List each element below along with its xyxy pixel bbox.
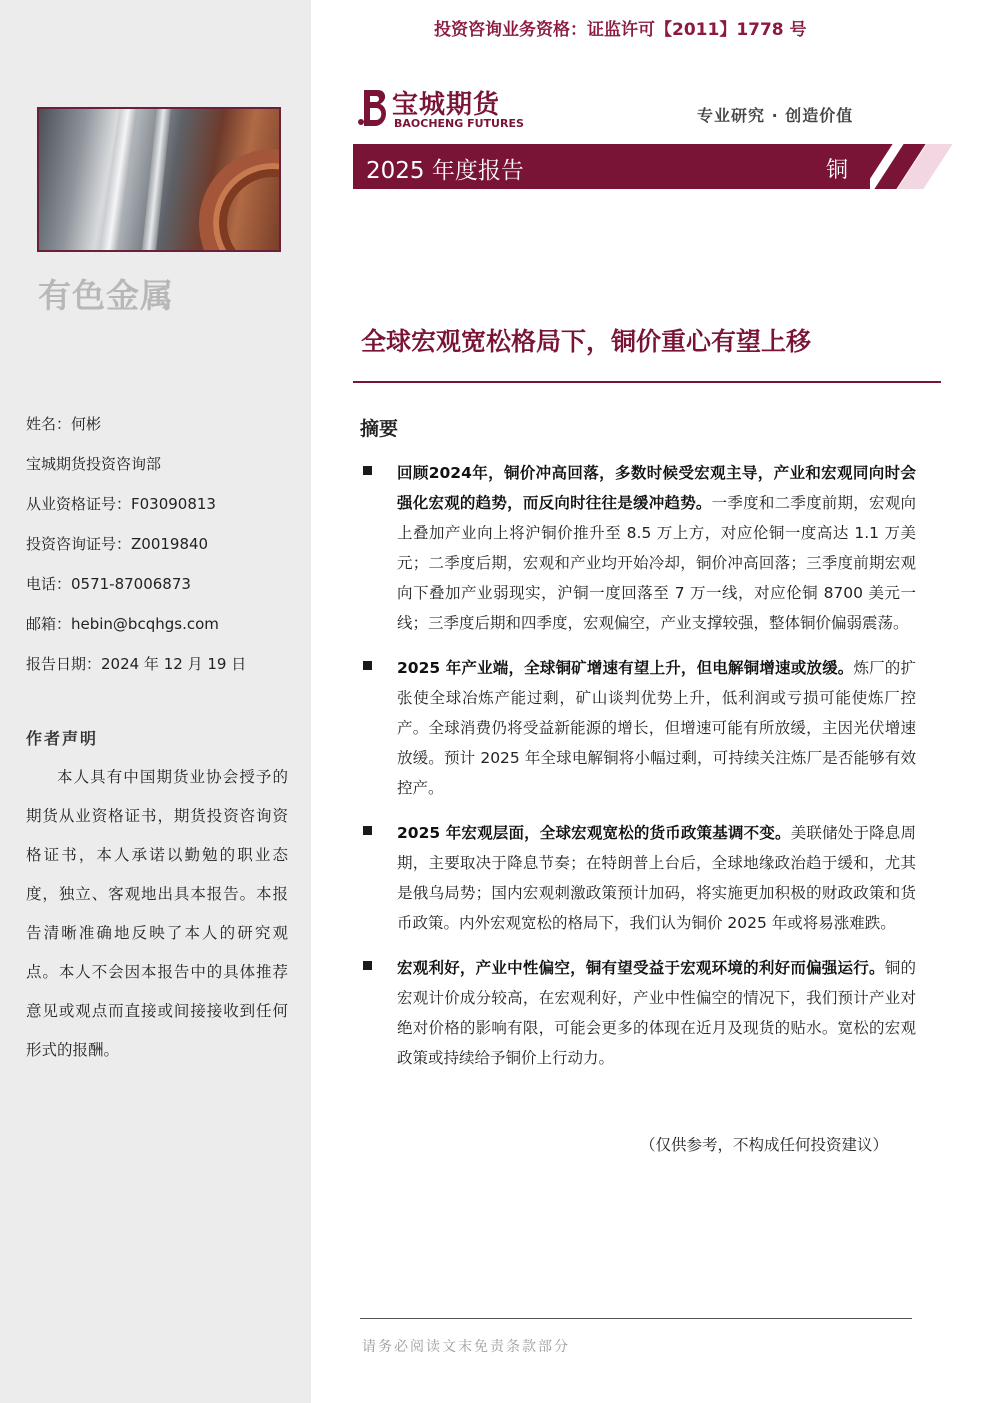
bullet-square-icon — [363, 961, 372, 970]
summary-item — [360, 458, 916, 638]
summary-item — [360, 818, 916, 938]
summary-item-lead: 宏观利好，产业中性偏空，铜有望受益于宏观环境的利好而偏强运行。 — [397, 959, 885, 977]
brand-name-en: BAOCHENG FUTURES — [394, 117, 524, 130]
headline: 全球宏观宽松格局下，铜价重心有望上移 — [361, 327, 812, 356]
commodity-label: 铜 — [826, 158, 849, 183]
bullet-square-icon — [363, 826, 372, 835]
phone: 电话：0571-87006873 — [26, 575, 191, 593]
bullet-square-icon — [363, 466, 372, 475]
footer-rule — [360, 1318, 912, 1319]
summary-item — [360, 653, 916, 803]
disclaimer: （仅供参考，不构成任何投资建议） — [640, 1136, 889, 1154]
email: 邮箱：hebin@bcqhgs.com — [26, 615, 219, 633]
report-date: 报告日期：2024 年 12 月 19 日 — [26, 655, 247, 673]
summary-item — [360, 953, 916, 1073]
author-name: 姓名：何彬 — [26, 415, 102, 433]
brand-name-cn: 宝城期货 — [392, 90, 501, 120]
report-type: 2025 年度报告 — [366, 158, 524, 184]
author-info — [26, 404, 246, 684]
sidebar — [0, 0, 311, 1403]
summary-item-text: 一季度和二季度前期，宏观向上叠加产业向上将沪铜价推升至 8.5 万上方，对应伦铜一度高达 1.1 万美元；二季度后期，宏观和产业均开始冷却，铜价冲高回落；三季度前期宏观向下叠加产业弱现实，沪铜一度回落至 7 万一线，对应伦铜 8700 美元一线；三季度后期和四季度，宏观偏空，产业支撑较强，整体铜价偏弱震荡。 — [397, 494, 916, 632]
summary-item-lead: 2025 年产业端，全球铜矿增速有望上升，但电解铜增速或放缓。 — [397, 659, 854, 677]
qualification-number: 从业资格证号：F03090813 — [26, 495, 216, 513]
declaration-title: 作者声明 — [26, 729, 99, 748]
license-line: 投资咨询业务资格：证监许可【2011】1778 号 — [434, 20, 807, 40]
summary-item-text: 炼厂的扩张使全球冶炼产能过剩，矿山谈判优势上升，低利润或亏损可能使炼厂控产。全球消费仍将受益新能源的增长，但增速可能有所放缓，主因光伏增速放缓。预计 2025 年全球电解铜将小幅过剩，可持续关注炼厂是否能够有效控产。 — [397, 659, 916, 797]
author-department: 宝城期货投资咨询部 — [26, 455, 162, 473]
footer-note: 请务必阅读文末免责条款部分 — [362, 1339, 570, 1355]
baocheng-logo-icon — [356, 86, 392, 130]
consulting-number: 投资咨询证号：Z0019840 — [26, 535, 209, 553]
summary-list — [360, 458, 916, 1088]
summary-item-text: 铜的宏观计价成分较高，在宏观利好，产业中性偏空的情况下，我们预计产业对绝对价格的影响有限，可能会更多的体现在近月及现货的贴水。宽松的宏观政策或持续给予铜价上行动力。 — [397, 959, 916, 1067]
summary-title: 摘要 — [360, 418, 399, 440]
declaration-body: 本人具有中国期货业协会授予的期货从业资格证书，期货投资咨询资格证书，本人承诺以勤勉的职业态度，独立、客观地出具本报告。本报告清晰准确地反映了本人的研究观点。本人不会因本报告中的具体推荐意见或观点而直接或间接接收到任何形式的报酬。 — [26, 768, 288, 1059]
bullet-square-icon — [363, 661, 372, 670]
summary-item-lead: 2025 年宏观层面，全球宏观宽松的货币政策基调不变。 — [397, 824, 791, 842]
slogan: 专业研究 · 创造价值 — [697, 106, 854, 125]
copper-cover-image — [37, 107, 281, 252]
summary-item-lead: 回顾2024年，铜价冲高回落，多数时候受宏观主导，产业和宏观同向时会强化宏观的趋势，而反向时往往是缓冲趋势。 — [397, 464, 916, 512]
headline-rule — [353, 381, 941, 383]
sector-title: 有色金属 — [38, 276, 174, 315]
summary-item-text: 美联储处于降息周期，主要取决于降息节奏；在特朗普上台后，全球地缘政治趋于缓和，尤其是俄乌局势；国内宏观刺激政策预计加码，将实施更加积极的财政政策和货币政策。内外宏观宽松的格局下，我们认为铜价 2025 年或将易涨难跌。 — [397, 824, 916, 932]
